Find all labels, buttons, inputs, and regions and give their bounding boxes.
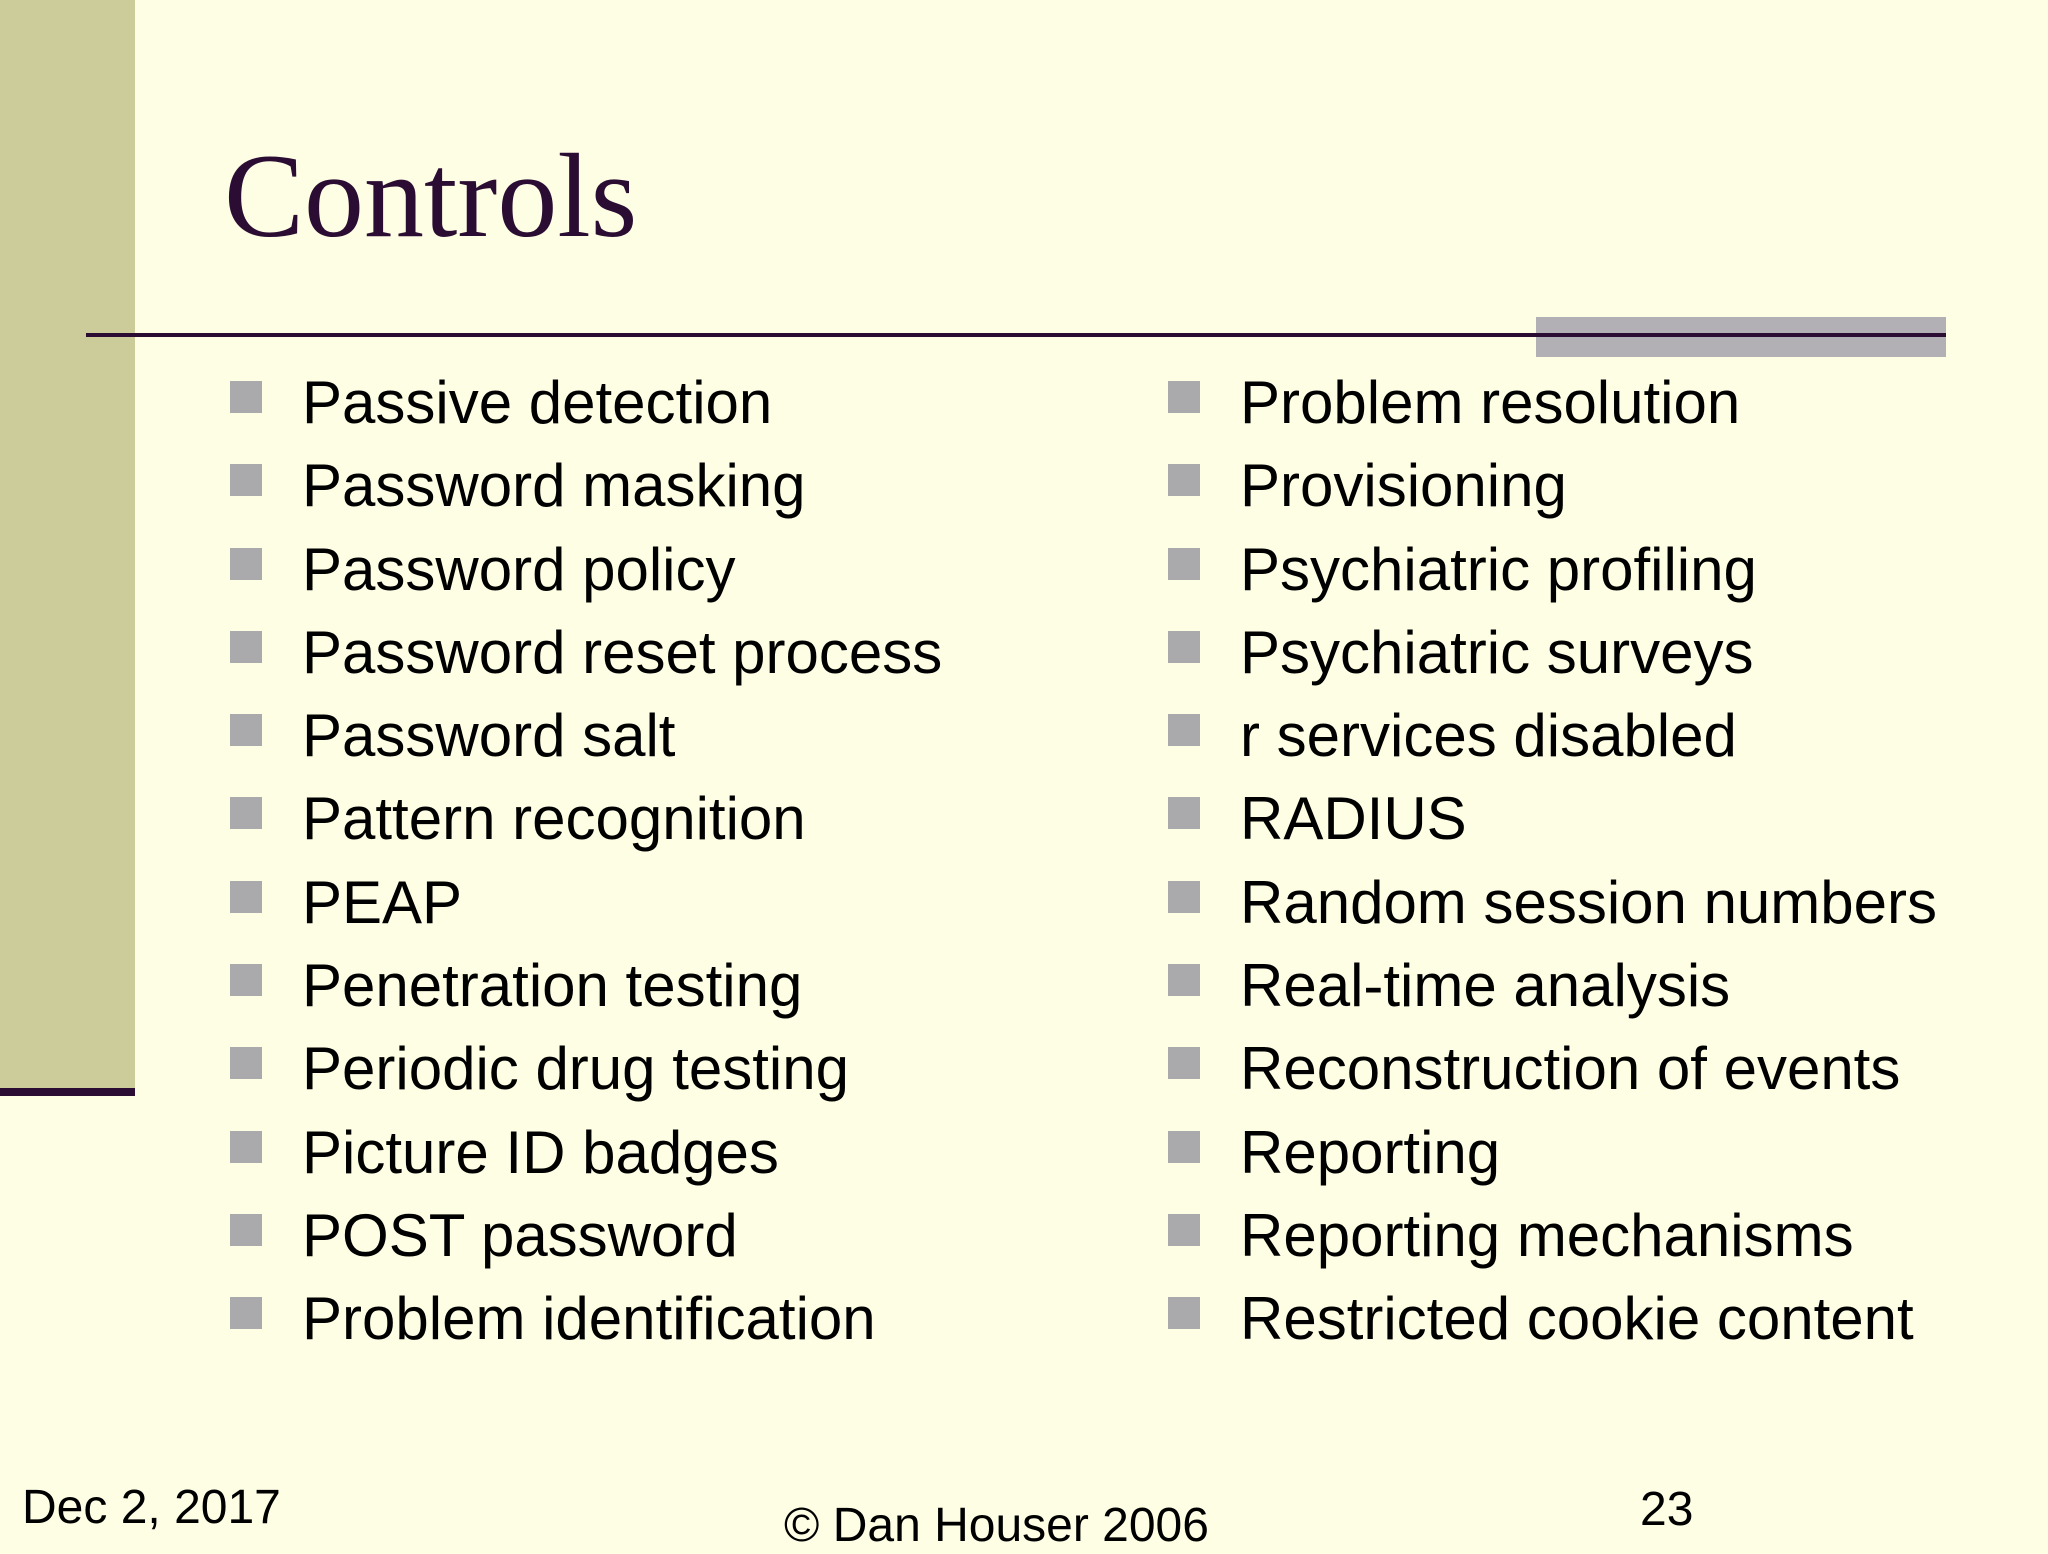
- left-decorative-bar: [0, 0, 135, 1088]
- bullet-item: [230, 951, 1130, 1034]
- square-bullet-icon: [230, 881, 262, 913]
- bullet-item: [1168, 535, 2008, 618]
- square-bullet-icon: [1168, 714, 1200, 746]
- bullet-text: Password policy: [302, 535, 736, 603]
- square-bullet-icon: [1168, 548, 1200, 580]
- square-bullet-icon: [230, 548, 262, 580]
- bullet-text: Reporting: [1240, 1118, 1501, 1186]
- bullet-text: Psychiatric surveys: [1240, 618, 1754, 686]
- footer-date: Dec 2, 2017: [22, 1481, 281, 1534]
- bullet-text: Periodic drug testing: [302, 1035, 849, 1103]
- bullet-text: Psychiatric profiling: [1240, 535, 1757, 603]
- bullet-item: [230, 1118, 1130, 1201]
- bullet-text: Restricted cookie content: [1240, 1285, 1914, 1353]
- square-bullet-icon: [1168, 1047, 1200, 1079]
- bullet-item: [1168, 951, 2008, 1034]
- square-bullet-icon: [230, 714, 262, 746]
- square-bullet-icon: [1168, 464, 1200, 496]
- bullet-item: [1168, 1284, 2008, 1367]
- bullet-text: Reconstruction of events: [1240, 1035, 1901, 1103]
- bullet-text: Picture ID badges: [302, 1118, 779, 1186]
- bullet-item: [1168, 868, 2008, 951]
- bullet-text: Problem resolution: [1240, 369, 1741, 436]
- bullet-text: r services disabled: [1240, 702, 1737, 770]
- bullet-item: [1168, 1201, 2008, 1284]
- title-rule-accent: [1536, 317, 1946, 357]
- bullet-item: [230, 868, 1130, 951]
- slide-title: Controls: [224, 129, 638, 262]
- footer-copyright: © Dan Houser 2006: [784, 1499, 1209, 1552]
- bullet-item: [230, 1201, 1130, 1284]
- square-bullet-icon: [1168, 1214, 1200, 1246]
- bullet-list-right: [1168, 368, 2008, 1368]
- bullet-text: Password reset process: [302, 618, 943, 686]
- bullet-text: Real-time analysis: [1240, 952, 1731, 1020]
- square-bullet-icon: [230, 964, 262, 996]
- bullet-item: [230, 368, 1130, 451]
- bullet-item: [1168, 701, 2008, 784]
- square-bullet-icon: [230, 1047, 262, 1079]
- bullet-text: POST password: [302, 1201, 738, 1269]
- title-rule: [86, 333, 1946, 337]
- square-bullet-icon: [1168, 797, 1200, 829]
- bullet-text: Password salt: [302, 702, 676, 770]
- square-bullet-icon: [1168, 1131, 1200, 1163]
- square-bullet-icon: [230, 381, 262, 413]
- square-bullet-icon: [230, 631, 262, 663]
- bullet-item: [1168, 784, 2008, 867]
- bullet-item: [230, 784, 1130, 867]
- square-bullet-icon: [230, 1297, 262, 1329]
- bullet-item: [230, 618, 1130, 701]
- bullet-item: [230, 451, 1130, 534]
- bullet-item: [230, 701, 1130, 784]
- bullet-item: [1168, 1034, 2008, 1117]
- bullet-item: [1168, 451, 2008, 534]
- square-bullet-icon: [230, 1131, 262, 1163]
- bullet-text: Reporting mechanisms: [1240, 1201, 1854, 1269]
- footer-page-number: 23: [1640, 1483, 1694, 1536]
- bullet-text: Penetration testing: [302, 952, 803, 1020]
- bullet-text: Password masking: [302, 452, 806, 520]
- bullet-item: [1168, 1118, 2008, 1201]
- square-bullet-icon: [230, 464, 262, 496]
- square-bullet-icon: [1168, 631, 1200, 663]
- square-bullet-icon: [1168, 964, 1200, 996]
- bullet-text: Pattern recognition: [302, 785, 806, 853]
- bullet-text: Random session numbers: [1240, 868, 1938, 936]
- bullet-text: RADIUS: [1240, 785, 1467, 853]
- bullet-item: [230, 535, 1130, 618]
- left-bar-underline: [0, 1088, 135, 1096]
- square-bullet-icon: [230, 1214, 262, 1246]
- bullet-text: Passive detection: [302, 369, 773, 436]
- bullet-text: Problem identification: [302, 1285, 876, 1353]
- bullet-item: [1168, 618, 2008, 701]
- bullet-item: [1168, 368, 2008, 451]
- square-bullet-icon: [1168, 381, 1200, 413]
- bullet-text: PEAP: [302, 868, 463, 936]
- square-bullet-icon: [230, 797, 262, 829]
- square-bullet-icon: [1168, 1297, 1200, 1329]
- bullet-item: [230, 1284, 1130, 1367]
- square-bullet-icon: [1168, 881, 1200, 913]
- bullet-item: [230, 1034, 1130, 1117]
- bullet-list-left: [230, 368, 1130, 1368]
- bullet-text: Provisioning: [1240, 452, 1567, 520]
